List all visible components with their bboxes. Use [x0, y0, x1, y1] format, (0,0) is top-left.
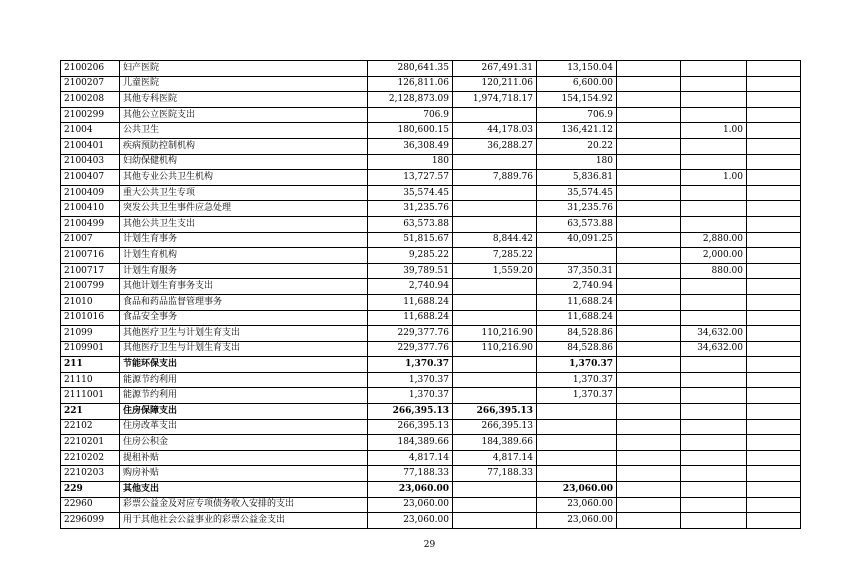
column-6-cell [617, 294, 681, 310]
column-6-cell [617, 76, 681, 92]
basic-expenditure-cell: 110,216.90 [453, 326, 537, 342]
table-row [61, 513, 801, 529]
column-6-cell [617, 466, 681, 482]
table-row [61, 232, 801, 248]
table-row [61, 372, 801, 388]
project-expenditure-cell: 706.9 [537, 107, 617, 123]
table-row [61, 450, 801, 466]
column-7-cell: 34,632.00 [681, 326, 747, 342]
column-8-cell [747, 123, 801, 139]
table-row [61, 263, 801, 279]
name-cell: 其他公立医院支出 [120, 107, 368, 123]
name-cell: 计划生育服务 [120, 263, 368, 279]
name-cell: 儿童医院 [120, 76, 368, 92]
project-expenditure-cell: 84,528.86 [537, 341, 617, 357]
column-6-cell [617, 61, 681, 77]
code-cell: 22102 [61, 419, 120, 435]
total-cell: 2,740.94 [368, 279, 453, 295]
code-cell: 2210203 [61, 466, 120, 482]
column-7-cell [681, 310, 747, 326]
project-expenditure-cell: 136,421.12 [537, 123, 617, 139]
project-expenditure-cell: 84,528.86 [537, 326, 617, 342]
name-cell: 其他计划生育事务支出 [120, 279, 368, 295]
code-cell: 221 [61, 404, 120, 420]
project-expenditure-cell: 11,688.24 [537, 310, 617, 326]
column-8-cell [747, 279, 801, 295]
table-row [61, 154, 801, 170]
column-6-cell [617, 513, 681, 529]
basic-expenditure-cell [453, 154, 537, 170]
code-cell: 2100299 [61, 107, 120, 123]
table-body [61, 61, 801, 529]
table-row [61, 357, 801, 373]
name-cell: 住房保障支出 [120, 404, 368, 420]
column-8-cell [747, 170, 801, 186]
column-7-cell [681, 450, 747, 466]
project-expenditure-cell: 31,235.76 [537, 201, 617, 217]
column-7-cell: 2,000.00 [681, 248, 747, 264]
basic-expenditure-cell: 4,817.14 [453, 450, 537, 466]
table-row [61, 310, 801, 326]
project-expenditure-cell: 6,600.00 [537, 76, 617, 92]
column-8-cell [747, 92, 801, 108]
total-cell: 9,285.22 [368, 248, 453, 264]
name-cell: 妇幼保健机构 [120, 154, 368, 170]
code-cell: 2100207 [61, 76, 120, 92]
column-8-cell [747, 294, 801, 310]
project-expenditure-cell: 5,836.81 [537, 170, 617, 186]
column-6-cell [617, 419, 681, 435]
basic-expenditure-cell: 44,178.03 [453, 123, 537, 139]
table-row [61, 61, 801, 77]
code-cell: 2100717 [61, 263, 120, 279]
total-cell: 266,395.13 [368, 419, 453, 435]
total-cell: 266,395.13 [368, 404, 453, 420]
table-row [61, 419, 801, 435]
column-7-cell [681, 294, 747, 310]
code-cell: 21110 [61, 372, 120, 388]
total-cell: 180,600.15 [368, 123, 453, 139]
project-expenditure-cell: 1,370.37 [537, 357, 617, 373]
project-expenditure-cell: 35,574.45 [537, 185, 617, 201]
column-8-cell [747, 248, 801, 264]
table-row [61, 466, 801, 482]
table-row [61, 404, 801, 420]
column-7-cell [681, 372, 747, 388]
column-6-cell [617, 341, 681, 357]
column-8-cell [747, 310, 801, 326]
project-expenditure-cell: 23,060.00 [537, 497, 617, 513]
column-7-cell [681, 201, 747, 217]
total-cell: 706.9 [368, 107, 453, 123]
total-cell: 11,688.24 [368, 294, 453, 310]
total-cell: 229,377.76 [368, 326, 453, 342]
code-cell: 21099 [61, 326, 120, 342]
code-cell: 2100499 [61, 216, 120, 232]
column-6-cell [617, 497, 681, 513]
name-cell: 购房补贴 [120, 466, 368, 482]
name-cell: 其他医疗卫生与计划生育支出 [120, 326, 368, 342]
column-6-cell [617, 482, 681, 498]
code-cell: 2100409 [61, 185, 120, 201]
table-row [61, 123, 801, 139]
column-7-cell: 1.00 [681, 123, 747, 139]
column-8-cell [747, 201, 801, 217]
column-6-cell [617, 248, 681, 264]
total-cell: 23,060.00 [368, 482, 453, 498]
column-8-cell [747, 341, 801, 357]
column-8-cell [747, 216, 801, 232]
column-8-cell [747, 404, 801, 420]
code-cell: 21004 [61, 123, 120, 139]
table-row [61, 294, 801, 310]
name-cell: 计划生育机构 [120, 248, 368, 264]
column-8-cell [747, 263, 801, 279]
column-8-cell [747, 138, 801, 154]
basic-expenditure-cell: 184,389.66 [453, 435, 537, 451]
code-cell: 2296099 [61, 513, 120, 529]
column-8-cell [747, 185, 801, 201]
total-cell: 36,308.49 [368, 138, 453, 154]
column-8-cell [747, 154, 801, 170]
table-row [61, 388, 801, 404]
table-row [61, 76, 801, 92]
column-8-cell [747, 107, 801, 123]
total-cell: 31,235.76 [368, 201, 453, 217]
total-cell: 184,389.66 [368, 435, 453, 451]
project-expenditure-cell [537, 466, 617, 482]
name-cell: 用于其他社会公益事业的彩票公益金支出 [120, 513, 368, 529]
column-8-cell [747, 419, 801, 435]
column-8-cell [747, 61, 801, 77]
project-expenditure-cell [537, 450, 617, 466]
name-cell: 节能环保支出 [120, 357, 368, 373]
column-7-cell: 1.00 [681, 170, 747, 186]
basic-expenditure-cell: 110,216.90 [453, 341, 537, 357]
code-cell: 2111001 [61, 388, 120, 404]
total-cell: 4,817.14 [368, 450, 453, 466]
table-row [61, 497, 801, 513]
total-cell: 11,688.24 [368, 310, 453, 326]
project-expenditure-cell: 13,150.04 [537, 61, 617, 77]
name-cell: 住房公积金 [120, 435, 368, 451]
basic-expenditure-cell [453, 310, 537, 326]
code-cell: 2100208 [61, 92, 120, 108]
column-7-cell: 880.00 [681, 263, 747, 279]
column-7-cell [681, 357, 747, 373]
column-6-cell [617, 357, 681, 373]
code-cell: 211 [61, 357, 120, 373]
column-8-cell [747, 388, 801, 404]
total-cell: 2,128,873.09 [368, 92, 453, 108]
basic-expenditure-cell: 267,491.31 [453, 61, 537, 77]
column-8-cell [747, 435, 801, 451]
column-6-cell [617, 326, 681, 342]
page-number: 29 [423, 540, 436, 550]
total-cell: 180 [368, 154, 453, 170]
table-row [61, 482, 801, 498]
project-expenditure-cell: 2,740.94 [537, 279, 617, 295]
basic-expenditure-cell: 1,559.20 [453, 263, 537, 279]
column-6-cell [617, 388, 681, 404]
code-cell: 2100206 [61, 61, 120, 77]
code-cell: 21010 [61, 294, 120, 310]
column-7-cell [681, 61, 747, 77]
total-cell: 1,370.37 [368, 372, 453, 388]
code-cell: 2100401 [61, 138, 120, 154]
basic-expenditure-cell: 120,211.06 [453, 76, 537, 92]
code-cell: 2100716 [61, 248, 120, 264]
column-7-cell [681, 404, 747, 420]
column-7-cell [681, 216, 747, 232]
project-expenditure-cell: 63,573.88 [537, 216, 617, 232]
code-cell: 2210202 [61, 450, 120, 466]
basic-expenditure-cell [453, 201, 537, 217]
name-cell: 能源节约利用 [120, 388, 368, 404]
project-expenditure-cell [537, 435, 617, 451]
table-row [61, 185, 801, 201]
project-expenditure-cell: 180 [537, 154, 617, 170]
basic-expenditure-cell: 266,395.13 [453, 404, 537, 420]
total-cell: 126,811.06 [368, 76, 453, 92]
column-7-cell [681, 435, 747, 451]
total-cell: 51,815.67 [368, 232, 453, 248]
column-6-cell [617, 232, 681, 248]
basic-expenditure-cell [453, 294, 537, 310]
basic-expenditure-cell [453, 279, 537, 295]
code-cell: 2100407 [61, 170, 120, 186]
basic-expenditure-cell [453, 513, 537, 529]
column-7-cell [681, 76, 747, 92]
total-cell: 23,060.00 [368, 497, 453, 513]
name-cell: 住房改革支出 [120, 419, 368, 435]
column-7-cell [681, 154, 747, 170]
column-6-cell [617, 216, 681, 232]
column-8-cell [747, 497, 801, 513]
code-cell: 2100403 [61, 154, 120, 170]
column-6-cell [617, 201, 681, 217]
name-cell: 提租补贴 [120, 450, 368, 466]
total-cell: 39,789.51 [368, 263, 453, 279]
column-6-cell [617, 372, 681, 388]
name-cell: 其他公共卫生支出 [120, 216, 368, 232]
project-expenditure-cell: 1,370.37 [537, 388, 617, 404]
table-row [61, 107, 801, 123]
column-6-cell [617, 107, 681, 123]
column-6-cell [617, 170, 681, 186]
basic-expenditure-cell [453, 357, 537, 373]
table-row [61, 341, 801, 357]
basic-expenditure-cell [453, 372, 537, 388]
project-expenditure-cell: 40,091.25 [537, 232, 617, 248]
total-cell: 280,641.35 [368, 61, 453, 77]
total-cell: 35,574.45 [368, 185, 453, 201]
table-row [61, 248, 801, 264]
column-6-cell [617, 138, 681, 154]
table-row [61, 279, 801, 295]
table-row [61, 92, 801, 108]
total-cell: 229,377.76 [368, 341, 453, 357]
name-cell: 其他专科医院 [120, 92, 368, 108]
name-cell: 重大公共卫生专项 [120, 185, 368, 201]
name-cell: 其他专业公共卫生机构 [120, 170, 368, 186]
name-cell: 妇产医院 [120, 61, 368, 77]
column-6-cell [617, 263, 681, 279]
project-expenditure-cell: 1,370.37 [537, 372, 617, 388]
total-cell: 63,573.88 [368, 216, 453, 232]
column-7-cell: 2,880.00 [681, 232, 747, 248]
basic-expenditure-cell [453, 497, 537, 513]
column-8-cell [747, 76, 801, 92]
code-cell: 22960 [61, 497, 120, 513]
name-cell: 其他医疗卫生与计划生育支出 [120, 341, 368, 357]
project-expenditure-cell [537, 419, 617, 435]
column-6-cell [617, 185, 681, 201]
column-7-cell [681, 497, 747, 513]
column-8-cell [747, 232, 801, 248]
basic-expenditure-cell: 266,395.13 [453, 419, 537, 435]
column-8-cell [747, 450, 801, 466]
column-8-cell [747, 482, 801, 498]
column-6-cell [617, 123, 681, 139]
total-cell: 23,060.00 [368, 513, 453, 529]
project-expenditure-cell: 23,060.00 [537, 482, 617, 498]
total-cell: 1,370.37 [368, 357, 453, 373]
column-7-cell [681, 185, 747, 201]
name-cell: 疾病预防控制机构 [120, 138, 368, 154]
column-6-cell [617, 154, 681, 170]
table-row [61, 201, 801, 217]
column-7-cell [681, 138, 747, 154]
basic-expenditure-cell: 7,285.22 [453, 248, 537, 264]
column-6-cell [617, 435, 681, 451]
column-6-cell [617, 450, 681, 466]
name-cell: 公共卫生 [120, 123, 368, 139]
project-expenditure-cell: 20.22 [537, 138, 617, 154]
column-6-cell [617, 404, 681, 420]
basic-expenditure-cell: 36,288.27 [453, 138, 537, 154]
basic-expenditure-cell [453, 482, 537, 498]
basic-expenditure-cell [453, 216, 537, 232]
column-8-cell [747, 326, 801, 342]
column-8-cell [747, 466, 801, 482]
column-6-cell [617, 310, 681, 326]
project-expenditure-cell [537, 404, 617, 420]
code-cell: 2100799 [61, 279, 120, 295]
total-cell: 77,188.33 [368, 466, 453, 482]
table-row [61, 138, 801, 154]
code-cell: 2100410 [61, 201, 120, 217]
code-cell: 2101016 [61, 310, 120, 326]
name-cell: 突发公共卫生事件应急处理 [120, 201, 368, 217]
project-expenditure-cell [537, 248, 617, 264]
code-cell: 2210201 [61, 435, 120, 451]
project-expenditure-cell: 37,350.31 [537, 263, 617, 279]
basic-expenditure-cell: 8,844.42 [453, 232, 537, 248]
column-7-cell [681, 92, 747, 108]
table-row [61, 326, 801, 342]
project-expenditure-cell: 23,060.00 [537, 513, 617, 529]
total-cell: 1,370.37 [368, 388, 453, 404]
table-row [61, 216, 801, 232]
project-expenditure-cell: 154,154.92 [537, 92, 617, 108]
name-cell: 其他支出 [120, 482, 368, 498]
basic-expenditure-cell [453, 388, 537, 404]
column-8-cell [747, 513, 801, 529]
column-7-cell [681, 279, 747, 295]
column-7-cell [681, 482, 747, 498]
column-7-cell: 34,632.00 [681, 341, 747, 357]
basic-expenditure-cell: 77,188.33 [453, 466, 537, 482]
basic-expenditure-cell: 1,974,718.17 [453, 92, 537, 108]
table-row [61, 435, 801, 451]
budget-table [60, 60, 801, 529]
name-cell: 能源节约利用 [120, 372, 368, 388]
name-cell: 食品和药品监督管理事务 [120, 294, 368, 310]
column-7-cell [681, 466, 747, 482]
column-8-cell [747, 372, 801, 388]
basic-expenditure-cell [453, 107, 537, 123]
basic-expenditure-cell [453, 185, 537, 201]
column-7-cell [681, 419, 747, 435]
code-cell: 21007 [61, 232, 120, 248]
total-cell: 13,727.57 [368, 170, 453, 186]
name-cell: 食品安全事务 [120, 310, 368, 326]
column-7-cell [681, 107, 747, 123]
code-cell: 229 [61, 482, 120, 498]
name-cell: 计划生育事务 [120, 232, 368, 248]
column-7-cell [681, 388, 747, 404]
name-cell: 彩票公益金及对应专项债务收入安排的支出 [120, 497, 368, 513]
column-8-cell [747, 357, 801, 373]
code-cell: 2109901 [61, 341, 120, 357]
column-6-cell [617, 92, 681, 108]
basic-expenditure-cell: 7,889.76 [453, 170, 537, 186]
column-6-cell [617, 279, 681, 295]
project-expenditure-cell: 11,688.24 [537, 294, 617, 310]
table-row [61, 170, 801, 186]
column-7-cell [681, 513, 747, 529]
